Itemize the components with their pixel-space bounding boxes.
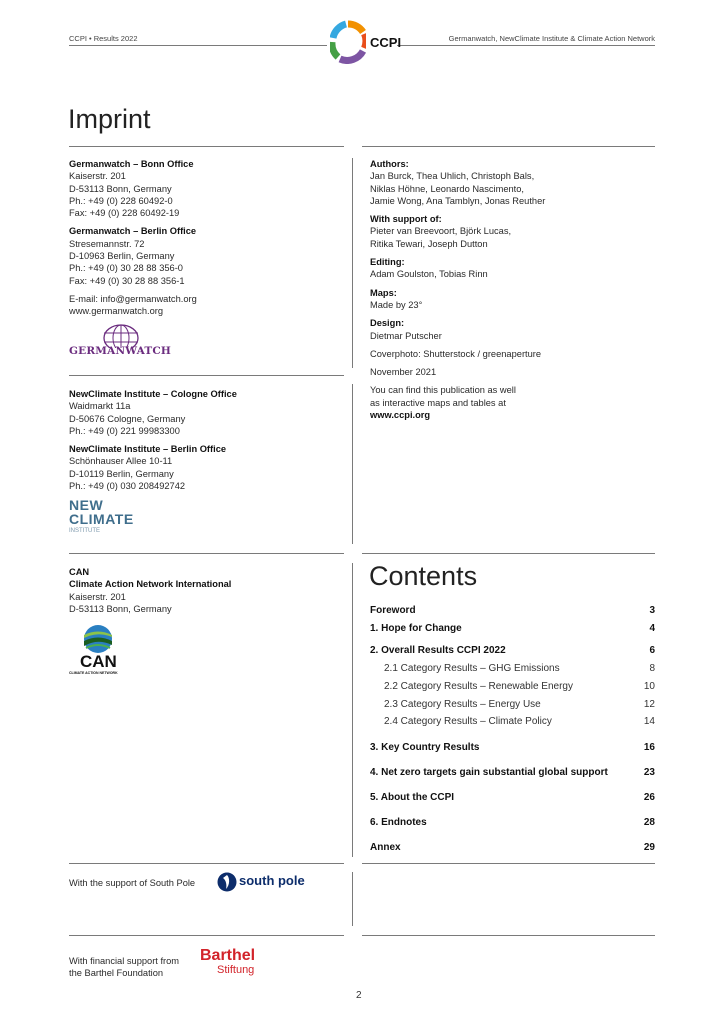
vrule-1 [352,158,353,368]
ccpi-logo [330,20,410,64]
germanwatch-logo-text: GERMANWATCH [69,345,172,357]
southpole-logo-text: south pole [239,873,305,888]
find-line: You can find this publication as well [370,385,516,396]
barthel-logo-line2: Stiftung [217,964,255,976]
toc-label: 6. Endnotes [370,817,427,828]
rule-barthel-right [362,935,655,936]
header-rule-right [397,45,655,46]
ccpi-logo-text: CCPI [370,35,402,50]
toc-label: 5. About the CCPI [370,792,455,803]
toc-label: 2.3 Category Results – Energy Use [384,699,541,710]
toc-item[interactable] [370,842,655,853]
rule-imprint-right [362,146,655,147]
can-globe-icon [79,624,117,654]
design-line: Dietmar Putscher [370,330,442,341]
barthel-text-line: With financial support from [69,956,180,966]
toc-label: 1. Hope for Change [370,623,462,634]
authors-line: Jan Burck, Thea Uhlich, Christoph Bals, [370,171,535,182]
rule-newclimate [69,375,344,376]
address-line: Waidmarkt 11a [69,401,131,412]
header-rule-left [69,45,327,46]
rule-contents [362,553,655,554]
rule-barthel [69,935,344,936]
address-line: D-10119 Berlin, Germany [69,468,174,479]
authors-heading: Authors: [370,159,409,169]
toc-label: 2.1 Category Results – GHG Emissions [384,663,560,674]
newclimate-berlin-name: NewClimate Institute – Berlin Office [69,444,227,455]
toc-page: 29 [643,842,655,853]
newclimate-logo [69,498,159,540]
southpole-icon [217,872,237,892]
toc-page: 26 [643,792,655,803]
fax-line: Fax: +49 (0) 30 28 88 356-1 [69,275,185,286]
can-full-name: Climate Action Network International [69,579,232,590]
newclimate-cologne-name: NewClimate Institute – Cologne Office [69,389,237,399]
phone-line: Ph.: +49 (0) 030 208492742 [69,481,186,492]
header-right: Germanwatch, NewClimate Institute & Climate Action Network [448,34,655,43]
fax-line: Fax: +49 (0) 228 60492-19 [69,208,180,219]
maps-line: Made by 23° [370,299,423,310]
address-line: Kaiserstr. 201 [69,591,126,602]
toc-item[interactable] [370,792,655,803]
barthel-logo [200,947,270,981]
toc-item[interactable] [370,645,655,656]
support-heading: With support of: [370,214,442,225]
rule-can [69,553,344,554]
barthel-logo-line1: Barthel [200,947,256,964]
toc-label: Foreword [370,605,416,616]
toc-item[interactable] [370,716,655,727]
website-link[interactable]: www.ccpi.org [370,410,431,421]
cover-photo-credit: Coverphoto: Shutterstock / greenaperture [370,348,542,359]
ccpi-ring-icon [330,20,366,64]
phone-line: Ph.: +49 (0) 221 99983300 [69,425,180,436]
toc-page: 12 [643,699,655,710]
editing-heading: Editing: [370,257,405,268]
can-block [69,566,339,615]
toc-label: 2.2 Category Results – Renewable Energy [384,681,573,692]
rule-southpole [69,863,344,864]
rule-southpole-right [362,863,655,864]
germanwatch-block [69,158,339,318]
toc-label: 2.4 Category Results – Climate Policy [384,716,552,727]
can-logo-text: CAN [80,652,117,671]
toc-label: 3. Key Country Results [370,742,480,753]
publication-date: November 2021 [370,367,437,378]
germanwatch-logo [69,324,173,364]
toc-item[interactable] [370,605,655,616]
imprint-title: Imprint [68,104,151,134]
support-line: Pieter van Breevoort, Björk Lucas, [370,226,512,237]
toc-label: 2. Overall Results CCPI 2022 [370,645,506,656]
can-logo [69,624,129,678]
toc-item[interactable] [370,767,655,778]
toc-item[interactable] [370,663,655,674]
toc-page: 10 [643,681,655,692]
germanwatch-berlin-name: Germanwatch – Berlin Office [69,226,197,237]
toc-page: 28 [643,817,655,828]
maps-heading: Maps: [370,287,397,298]
toc-page: 8 [649,663,655,674]
toc-page: 14 [643,716,655,727]
barthel-text-line: the Barthel Foundation [69,968,164,979]
address-line: D-10963 Berlin, Germany [69,251,175,262]
header-left: CCPI • Results 2022 [69,34,138,43]
newclimate-logo-line2: CLIMATE [69,511,134,527]
toc-page: 16 [643,742,655,753]
address-line: Stresemannstr. 72 [69,238,145,249]
germanwatch-email[interactable]: E-mail: info@germanwatch.org [69,293,197,304]
toc-page: 3 [649,605,655,616]
find-line: as interactive maps and tables at [370,397,506,408]
barthel-text [69,955,179,980]
germanwatch-website[interactable]: www.germanwatch.org [69,306,164,317]
phone-line: Ph.: +49 (0) 30 28 88 356-0 [69,263,183,274]
vrule-2 [352,384,353,544]
toc-item[interactable] [370,699,655,710]
newclimate-logo-line3: INSTITUTE [69,528,100,534]
contents-title: Contents [369,561,478,591]
toc-item[interactable] [370,817,655,828]
toc-page: 4 [649,623,655,634]
address-line: Schönhauser Allee 10-11 [69,456,173,467]
address-line: Kaiserstr. 201 [69,171,126,182]
can-logo-sub: CLIMATE ACTION NETWORK [69,671,118,675]
address-line: D-53113 Bonn, Germany [69,183,172,194]
toc-item[interactable] [370,623,655,634]
support-line: Ritika Tewari, Joseph Dutton [370,238,488,249]
rule-imprint-left [69,146,344,147]
toc-label: 4. Net zero targets gain substantial global support [370,767,608,778]
toc-page: 6 [649,645,655,656]
page-number: 2 [356,990,362,1001]
vrule-4 [352,872,353,926]
toc-page: 23 [643,767,655,778]
design-heading: Design: [370,318,405,329]
toc-item[interactable] [370,742,655,753]
newclimate-block [69,388,339,492]
address-line: D-50676 Cologne, Germany [69,413,186,424]
can-short-name: CAN [69,567,90,577]
newclimate-logo-line1: NEW [69,497,104,513]
southpole-logo [217,870,317,894]
vrule-3 [352,563,353,857]
germanwatch-bonn-name: Germanwatch – Bonn Office [69,159,194,169]
phone-line: Ph.: +49 (0) 228 60492-0 [69,195,173,206]
credits-block [370,158,655,421]
editing-line: Adam Goulston, Tobias Rinn [370,269,488,280]
toc-label: Annex [370,842,401,853]
authors-line: Jamie Wong, Ana Tamblyn, Jonas Reuther [370,195,546,206]
southpole-text: With the support of South Pole [69,878,196,888]
toc-item[interactable] [370,681,655,692]
authors-line: Niklas Höhne, Leonardo Nascimento, [370,183,524,194]
address-line: D-53113 Bonn, Germany [69,603,172,614]
